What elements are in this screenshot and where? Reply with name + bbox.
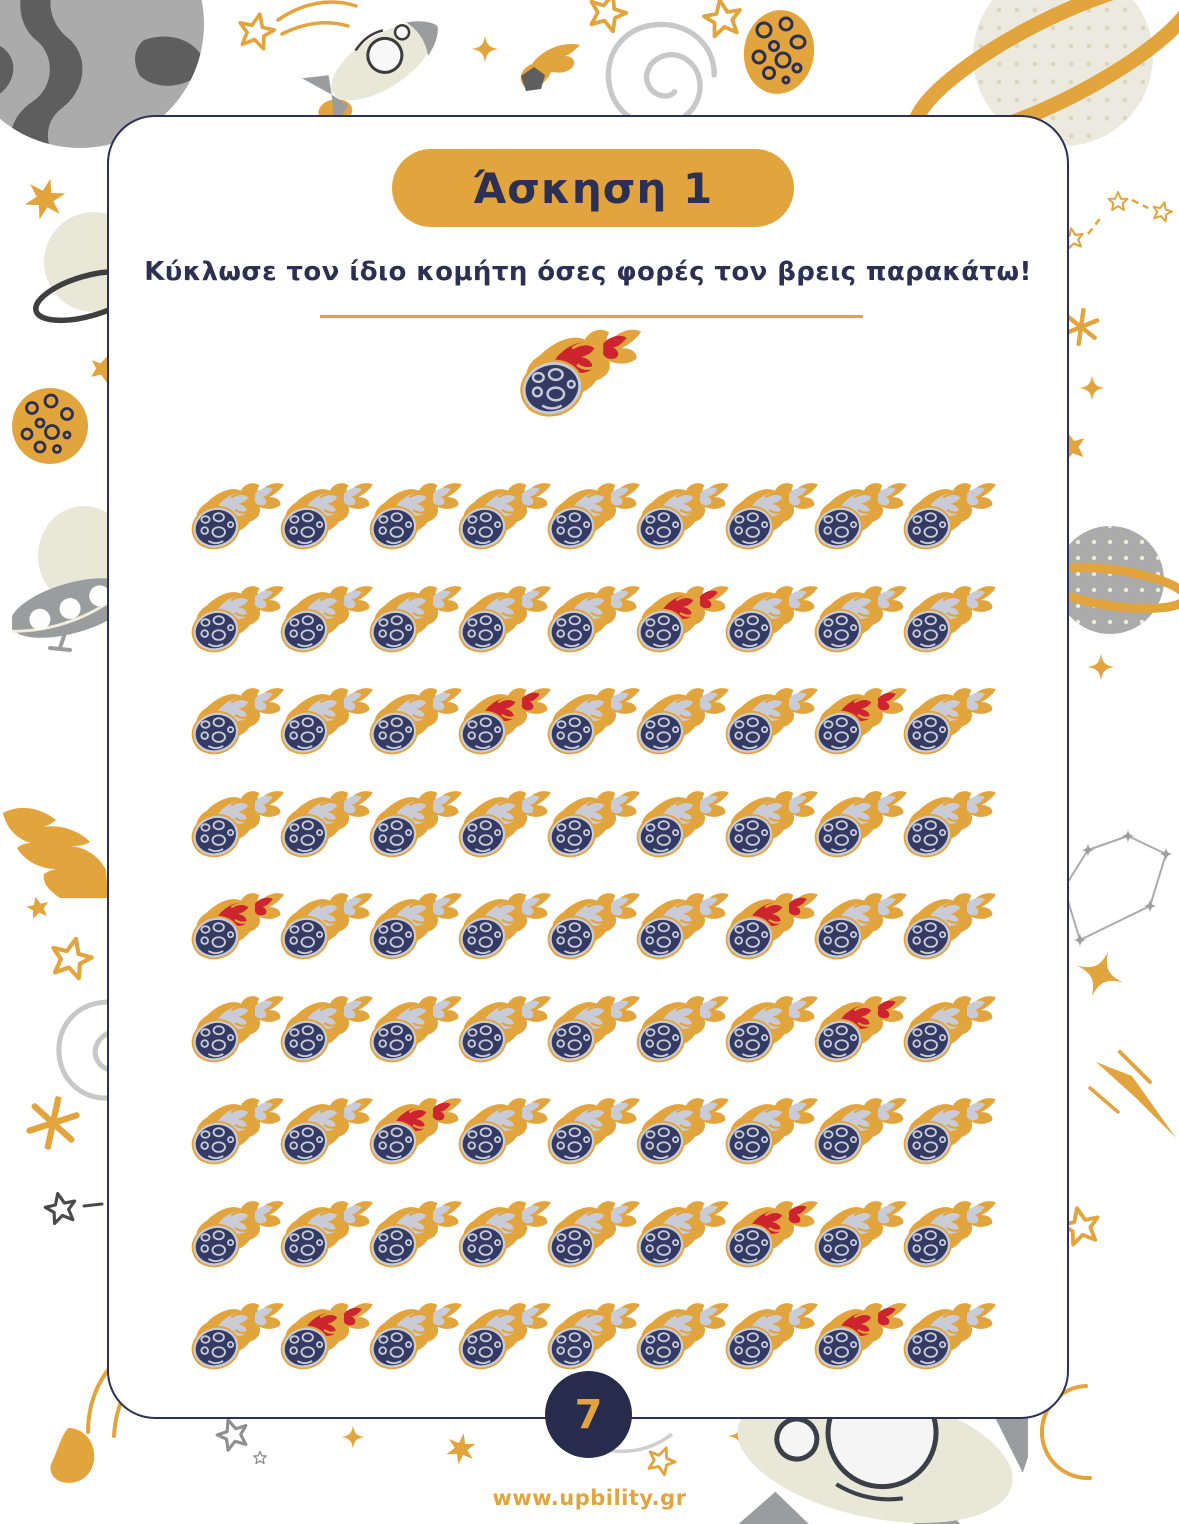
distractor-comet[interactable] [545, 994, 643, 1068]
star-outline-left-icon [46, 934, 96, 984]
distractor-comet[interactable] [901, 1096, 999, 1170]
distractor-comet[interactable] [278, 1096, 376, 1170]
star-solid-left-icon [24, 894, 52, 922]
distractor-comet[interactable] [545, 1096, 643, 1170]
gray-star-bottom-icon [214, 1416, 284, 1472]
target-match-comet[interactable] [367, 1096, 465, 1170]
target-match-comet[interactable] [189, 891, 287, 965]
target-match-comet[interactable] [812, 1301, 910, 1375]
distractor-comet[interactable] [367, 994, 465, 1068]
distractor-comet[interactable] [634, 1301, 732, 1375]
distractor-comet[interactable] [545, 686, 643, 760]
distractor-comet[interactable] [812, 1199, 910, 1273]
distractor-comet[interactable] [723, 481, 821, 555]
distractor-comet[interactable] [812, 789, 910, 863]
target-match-comet[interactable] [812, 686, 910, 760]
target-match-comet[interactable] [812, 994, 910, 1068]
distractor-comet[interactable] [278, 891, 376, 965]
distractor-comet[interactable] [901, 584, 999, 658]
distractor-comet[interactable] [634, 1199, 732, 1273]
distractor-comet[interactable] [634, 789, 732, 863]
distractor-comet[interactable] [189, 789, 287, 863]
distractor-comet[interactable] [189, 1301, 287, 1375]
distractor-comet[interactable] [545, 891, 643, 965]
comet-small-top-icon [514, 38, 586, 104]
distractor-comet[interactable] [278, 994, 376, 1068]
distractor-comet[interactable] [901, 481, 999, 555]
target-match-comet[interactable] [634, 584, 732, 658]
distractor-comet[interactable] [723, 584, 821, 658]
distractor-comet[interactable] [634, 481, 732, 555]
star-gold-right-icon [1074, 948, 1126, 1000]
distractor-comet[interactable] [545, 789, 643, 863]
gold-planet-top-icon [742, 8, 816, 96]
distractor-comet[interactable] [901, 1301, 999, 1375]
page-number: 7 [574, 1391, 603, 1438]
distractor-comet[interactable] [456, 584, 554, 658]
target-match-comet[interactable] [723, 1199, 821, 1273]
worksheet-card [107, 115, 1069, 1419]
distractor-comet[interactable] [456, 481, 554, 555]
distractor-comet[interactable] [367, 1301, 465, 1375]
distractor-comet[interactable] [723, 1096, 821, 1170]
distractor-comet[interactable] [723, 994, 821, 1068]
distractor-comet[interactable] [456, 1301, 554, 1375]
sparkle-top-icon [470, 34, 500, 64]
distractor-comet[interactable] [456, 1096, 554, 1170]
exercise-title: Άσκηση 1 [472, 163, 714, 213]
distractor-comet[interactable] [812, 584, 910, 658]
target-match-comet[interactable] [723, 891, 821, 965]
distractor-comet[interactable] [901, 891, 999, 965]
exercise-title-pill [392, 149, 794, 227]
distractor-comet[interactable] [545, 481, 643, 555]
divider-line [320, 315, 863, 318]
distractor-comet[interactable] [901, 994, 999, 1068]
distractor-comet[interactable] [456, 994, 554, 1068]
distractor-comet[interactable] [278, 1199, 376, 1273]
star-outline-bottom-icon [644, 1444, 678, 1478]
distractor-comet[interactable] [456, 789, 554, 863]
footer-website: www.upbility.gr [492, 1486, 687, 1510]
sparkle-right2-icon [1086, 652, 1116, 682]
distractor-comet[interactable] [367, 891, 465, 965]
distractor-comet[interactable] [812, 891, 910, 965]
distractor-comet[interactable] [367, 789, 465, 863]
distractor-comet[interactable] [634, 994, 732, 1068]
constellation-gray-right-icon [1052, 812, 1179, 952]
distractor-comet[interactable] [456, 1199, 554, 1273]
distractor-comet[interactable] [189, 481, 287, 555]
target-comet [517, 327, 645, 424]
distractor-comet[interactable] [723, 1301, 821, 1375]
distractor-comet[interactable] [545, 1301, 643, 1375]
distractor-comet[interactable] [367, 481, 465, 555]
distractor-comet[interactable] [367, 584, 465, 658]
distractor-comet[interactable] [634, 1096, 732, 1170]
crater-planet-left-icon [10, 386, 92, 468]
asterisk-left-icon [26, 1096, 80, 1150]
distractor-comet[interactable] [189, 1096, 287, 1170]
star-outline-top2-icon [700, 0, 746, 42]
distractor-comet[interactable] [189, 1199, 287, 1273]
distractor-comet[interactable] [812, 481, 910, 555]
distractor-comet[interactable] [901, 1199, 999, 1273]
sparkle-right-icon [1078, 374, 1106, 402]
constellation-gold-right-icon [1058, 186, 1179, 258]
comet-grid [189, 469, 990, 1392]
distractor-comet[interactable] [278, 686, 376, 760]
rocket-top-icon [296, 6, 468, 118]
distractor-comet[interactable] [189, 686, 287, 760]
page-number-badge [545, 1371, 632, 1458]
distractor-comet[interactable] [367, 686, 465, 760]
distractor-comet[interactable] [278, 584, 376, 658]
distractor-comet[interactable] [189, 584, 287, 658]
distractor-comet[interactable] [278, 789, 376, 863]
distractor-comet[interactable] [189, 994, 287, 1068]
starburst-bottom-icon [444, 1432, 478, 1466]
distractor-comet[interactable] [545, 1199, 643, 1273]
distractor-comet[interactable] [723, 686, 821, 760]
distractor-comet[interactable] [456, 891, 554, 965]
distractor-comet[interactable] [367, 1199, 465, 1273]
distractor-comet[interactable] [901, 789, 999, 863]
distractor-comet[interactable] [812, 1096, 910, 1170]
comet-streak-right-icon [1086, 1050, 1179, 1148]
dotted-planet-right-icon [1058, 522, 1179, 637]
flame-comet-left-icon [0, 796, 110, 900]
distractor-comet[interactable] [723, 789, 821, 863]
distractor-comet[interactable] [545, 584, 643, 658]
target-match-comet[interactable] [278, 1301, 376, 1375]
sparkle-bottom-icon [340, 1424, 366, 1450]
distractor-comet[interactable] [278, 481, 376, 555]
distractor-comet[interactable] [634, 686, 732, 760]
instruction-text: Κύκλωσε τον ίδιο κομήτη όσες φορές τον βρεις παρακάτω! [144, 257, 1032, 287]
target-match-comet[interactable] [456, 686, 554, 760]
distractor-comet[interactable] [901, 686, 999, 760]
distractor-comet[interactable] [634, 891, 732, 965]
